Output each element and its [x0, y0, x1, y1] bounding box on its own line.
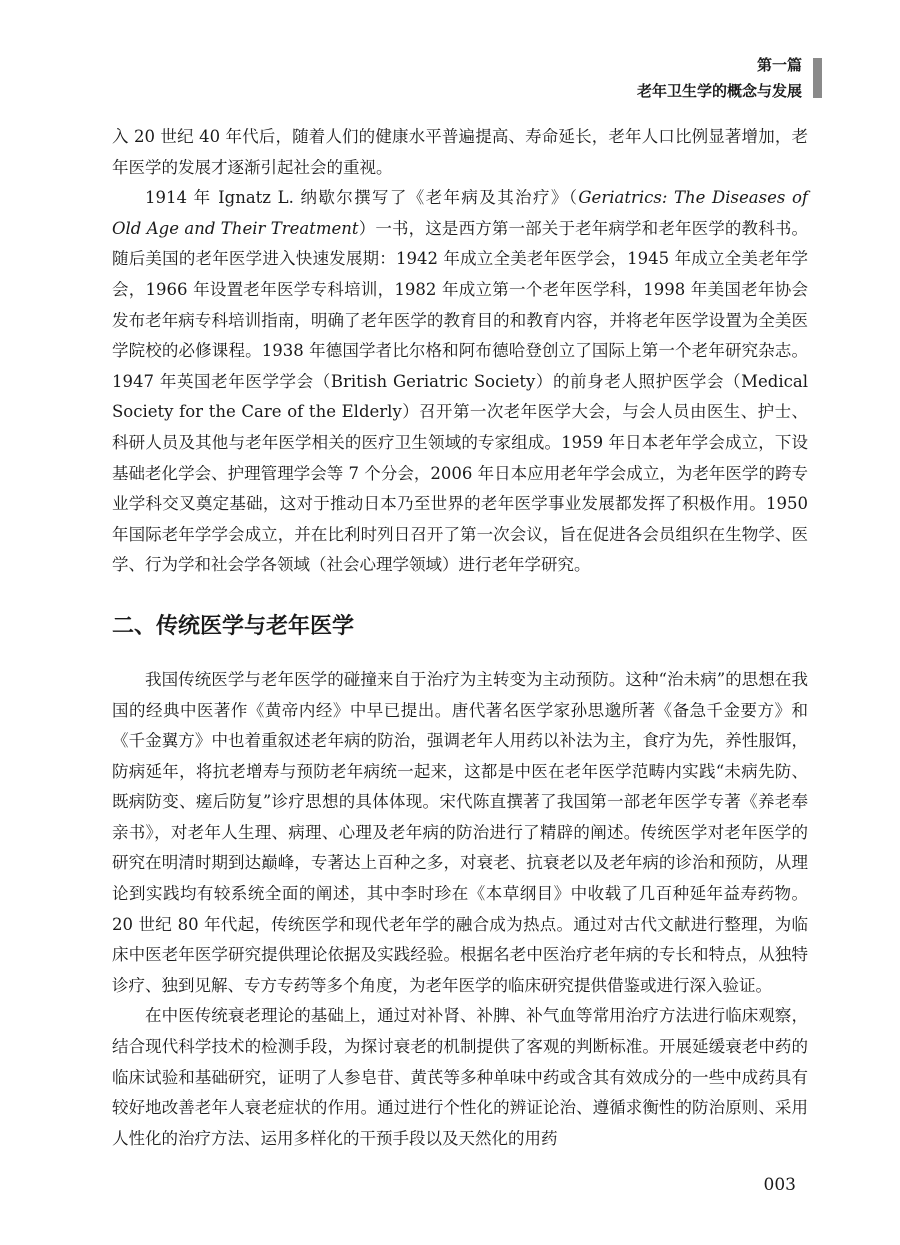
book-title-italic: Geriatrics: The Diseases of Old Age and Their Treatment — [112, 188, 808, 238]
part-label: 第一篇 — [756, 56, 802, 74]
paragraph-2-text-b: ）一书，这是西方第一部关于老年病学和老年医学的教科书。随后美国的老年医学进入快速发展期：1942 年成立全美老年医学会，1945 年成立全美老年学会，1966 年设置老年医学专科培训，1982 年成立第一个老年医学科，1998 年美国老年协会发布老年病专科培训指南，明确了老年医学的教育目的和教育内容，并将老年医学设置为全美医学院校的必修课程。1938 年德国学者比尔格和阿布德哈登创立了国际上第一个老年研究杂志。1947 年英国老年医学学会（British Geriatric Society）的前身老人照护医学会（Medical Society for the Care of the Elderly）召开第一次老年医学大会，与会人员由医生、护士、科研人员及其他与老年医学相关的医疗卫生领域的专家组成。1959 年日本老年学会成立，下设基础老化学会、护理管理学会等 7 个分会，2006 年日本应用老年学会成立，为老年医学的跨专业学科交叉奠定基础，这对于推动日本乃至世界的老年医学事业发展都发挥了积极作用。1950 年国际老年学学会成立，并在比利时列日召开了第一次会议，旨在促进各会员组织在生物学、医学、行为学和社会学各领域（社会心理学领域）进行老年学研究。 — [112, 218, 808, 575]
page-number: 003 — [763, 1175, 796, 1195]
chapter-title: 老年卫生学的概念与发展 — [636, 82, 802, 100]
running-header — [637, 52, 802, 104]
paragraph-1: 入 20 世纪 40 年代后，随着人们的健康水平普遍提高、寿命延长，老年人口比例显著增加，老年医学的发展才逐渐引起社会的重视。 — [112, 127, 808, 177]
section-heading: 二、传统医学与老年医学 — [112, 613, 355, 639]
paragraph-4: 在中医传统衰老理论的基础上，通过对补肾、补脾、补气血等常用治疗方法进行临床观察，结合现代科学技术的检测手段，为探讨衰老的机制提供了客观的判断标准。开展延缓衰老中药的临床试验和基础研究，证明了人参皂苷、黄芪等多种单味中药或含其有效成分的一些中成药具有较好地改善老年人衰老症状的作用。通过进行个性化的辨证论治、遵循求衡性的防治原则、采用人性化的治疗方法、运用多样化的干预手段以及天然化的用药 — [112, 1006, 808, 1148]
page-body — [112, 122, 808, 1154]
paragraph-2-text-a: 1914 年 Ignatz L. 纳歇尔撰写了《老年病及其治疗》（ — [145, 188, 579, 208]
paragraph-2 — [112, 183, 808, 581]
paragraph-3: 我国传统医学与老年医学的碰撞来自于治疗为主转变为主动预防。这种“治未病”的思想在我国的经典中医著作《黄帝内经》中早已提出。唐代著名医学家孙思邈所著《备急千金要方》和《千金翼方》中也着重叙述老年病的防治，强调老年人用药以补法为主，食疗为先，养性服饵，防病延年，将抗老增寿与预防老年病统一起来，这都是中医在老年医学范畴内实践“未病先防、既病防变、瘥后防复”诊疗思想的具体体现。宋代陈直撰著了我国第一部老年医学专著《养老奉亲书》，对老年人生理、病理、心理及老年病的防治进行了精辟的阐述。传统医学对老年医学的研究在明清时期到达巅峰，专著达上百种之多，对衰老、抗衰老以及老年病的诊治和预防，从理论到实践均有较系统全面的阐述，其中李时珍在《本草纲目》中收载了几百种延年益寿药物。20 世纪 80 年代起，传统医学和现代老年学的融合成为热点。通过对古代文献进行整理，为临床中医老年医学研究提供理论依据及实践经验。根据名老中医治疗老年病的专长和特点，从独特诊疗、独到见解、专方专药等多个角度，为老年医学的临床研究提供借鉴或进行深入验证。 — [112, 669, 808, 995]
header-marker-bar — [813, 58, 822, 98]
